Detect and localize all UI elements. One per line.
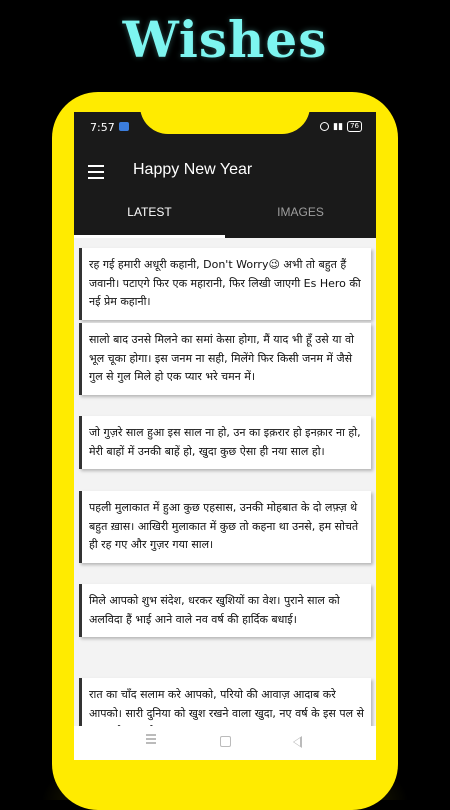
tab-latest[interactable]: LATEST: [127, 205, 172, 219]
alarm-icon: [320, 122, 329, 131]
wish-card[interactable]: रह गई हमारी अधूरी कहानी, Don't Worry😉 अभी तो बहुत हैं जवानी। पटाएगे फिर एक महारानी, फिर लिखी जाएगी Es Hero की नई प्रेम कहानी।: [79, 248, 371, 320]
system-nav-bar: [74, 726, 376, 760]
status-icons: [320, 121, 362, 132]
wish-card[interactable]: जो गुज़रे साल हुआ इस साल ना हो, उन का इक़रार हो इनक़ार ना हो, मेरी बाहों में उनकी बाहें हो, खुदा कुछ ऐसा ही नया साल हो।: [79, 416, 371, 469]
tab-images[interactable]: IMAGES: [277, 205, 324, 219]
recents-icon[interactable]: [146, 734, 156, 746]
battery-icon: 76: [347, 121, 362, 132]
wish-card[interactable]: सालो बाद उनसे मिलने का समां केसा होगा, मैं याद भी हूँ उसे या वो भूल चूका होगा। इस जनम ना सही, मिलेंगे फिर किसी जनम में जैसे गुल से गुल मिले हो एक प्यार भरे चमन में।: [79, 323, 371, 395]
back-icon[interactable]: [293, 736, 302, 748]
app-bar: [74, 142, 376, 202]
phone-notch: [140, 92, 310, 134]
wishes-list[interactable]: [74, 238, 376, 726]
wish-card[interactable]: मिले आपको शुभ संदेश, धरकर खुशियों का वेश। पुराने साल को अलविदा हैं भाई आने वाले नव वर्ष की हार्दिक बधाई।: [79, 584, 371, 637]
promo-title: Wishes: [122, 10, 328, 69]
home-icon[interactable]: [220, 736, 231, 747]
hamburger-menu-icon[interactable]: [88, 165, 104, 179]
wish-card[interactable]: रात का चाँद सलाम करे आपको, परियो की आवाज़ आदाब करे आपको। सारी दुनिया को खुश रखने वाला खुदा, नए वर्ष के इस पल से: [79, 678, 371, 750]
notification-icon: [119, 122, 129, 131]
phone-screen: [74, 112, 376, 760]
app-title: Happy New Year: [133, 161, 253, 178]
wish-card[interactable]: पहली मुलाकात में हुआ कुछ एहसास, उनकी मोहबात के दो लफ़्ज़ थे बहुत ख़ास। आखिरी मुलाकात में कुछ तो कहना था उनसे, हम सोचते ही रह गए और गुज़र गया साल।: [79, 491, 371, 563]
tab-bar: [74, 202, 376, 238]
status-time: 7:57: [90, 121, 115, 134]
signal-icon: ▮▮: [333, 121, 344, 132]
